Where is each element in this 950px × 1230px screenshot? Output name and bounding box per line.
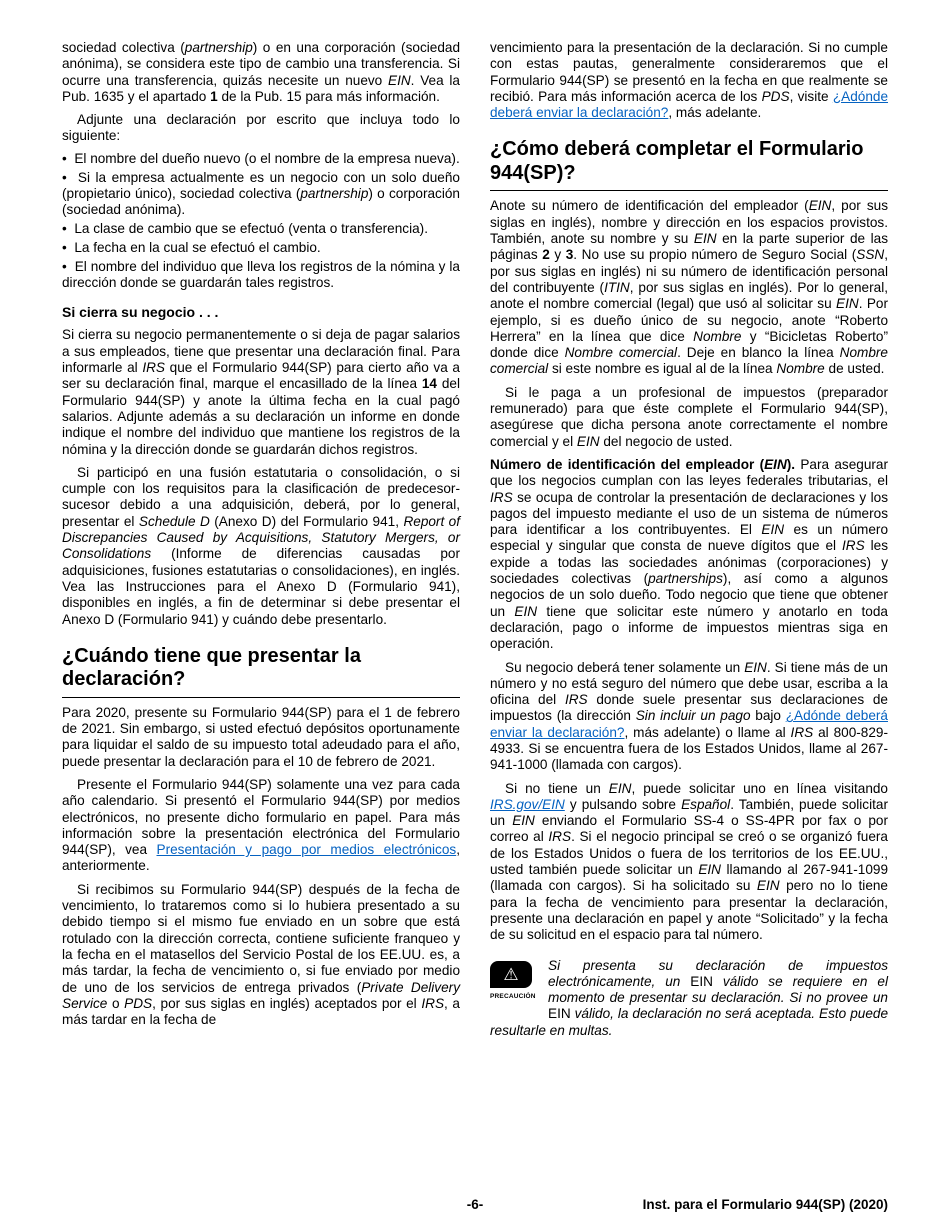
text-run: IRS [564,692,588,708]
text-run: Su negocio deberá tener solamente un [505,659,745,675]
text-run: 2 [542,247,550,263]
text-run: ITIN [604,279,630,295]
bullet-item [62,221,460,237]
text-run: Sin incluir un pago [635,708,751,724]
text-run: si este nombre es igual al de la línea [548,361,777,377]
bullet-item [62,170,460,219]
paragraph [62,112,460,145]
text-run: PDS [124,995,153,1011]
text-run: EIN [808,198,832,214]
text-run: EIN [608,780,632,796]
text-run: (Anexo D) del Formulario 941, [209,513,404,529]
bullet-item [62,151,460,167]
inline-link[interactable]: ¿Adónde deberá enviar la declaración? [490,88,889,121]
text-run: Schedule D [138,513,210,529]
sub-heading: Si cierra su negocio . . . [62,304,219,321]
paragraph [62,40,460,105]
text-run: ). [786,456,796,472]
text-run: IRS [142,360,165,376]
text-run: La clase de cambio que se efectuó (venta o transferencia). [74,220,428,236]
text-run: Si la empresa actualmente es un negocio con un solo dueño (propietario único), sociedad colectiva ( [62,169,460,201]
bullet-item [62,240,460,256]
text-run: Adjunte una declaración por escrito que incluya todo lo siguiente: [62,112,460,144]
caution-text [490,958,888,1039]
text-run: y pulsando sobre [564,796,682,812]
text-run: Si participó en una fusión estatutaria o consolidación, o si cumple con los requisitos para la clasificación de predecesor-sucesor debido a una adquisición, deberá, por lo general, presentar el [62,464,460,529]
text-run: PDS [761,88,790,104]
text-run: partnerships [648,571,723,587]
text-run: Presente el Formulario 944(SP) solamente una vez para cada año calendario. Si presentó el Formulario 944(SP) por medios electrónicos, no presente dicho formulario en papel. Para más información sobre la presentación electrónica del Formulario 944(SP), vea [62,776,460,858]
text-run: válido se requiere en el momento de presentar su declaración. Si no provee un [548,973,888,1006]
text-run: El nombre del dueño nuevo (o el nombre de la empresa nueva). [74,150,460,166]
text-run: SSN [856,247,885,263]
text-run: (Informe de diferencias causadas por adquisiciones, fusiones estatutarias o consolidaciones), en inglés. Vea las Instrucciones para el Anexo D (Formulario 941), disponibles en inglés, a fin de determinar si debe presentar el Anexo D (Formulario 941) y cuándo debe presentarlo. [62,546,460,627]
text-run: Para asegurar que los negocios cumplan con las leyes federales tributarias, el [490,456,888,489]
text-run: que el Formulario 944(SP) para cierto año va a ser su declaración final, marque el encasillado de la línea [62,360,460,392]
text-run: IRS [490,489,513,505]
text-run: EIN [548,1006,571,1022]
text-run: Español [681,796,731,812]
footer-doc-title: Inst. para el Formulario 944(SP) (2020) [642,1197,888,1212]
text-run: ) o corporación (sociedad anónima). [62,185,460,218]
caution-note [490,958,888,1039]
text-run: , a más tardar en la fecha de [62,995,460,1028]
paragraph [490,385,888,450]
text-run: El nombre del individuo que lleva los registros de la nómina y la dirección donde se guardarán tales registros. [62,258,460,290]
text-run: IRS [842,538,865,554]
paragraph [490,660,888,774]
text-run: Si recibimos su Formulario 944(SP) después de la fecha de vencimiento, lo trataremos como si lo hubiera presentado a su debido tiempo si el mismo fue enviado en un sobre que está rotulado con la dirección correcta, contiene suficiente franqueo y la fecha en el matasellos del Servicio Postal de los EE.UU. es, a más tardar, la fecha de vencimiento o, si fue enviado por medio de uno de los servicios de entrega privados ( [62,881,460,995]
text-run: en la parte superior de las páginas [490,231,888,263]
text-run: Report of Discrepancies Caused by Acquisitions, Statutory Mergers, or Consolidations [62,513,461,562]
text-run: Si presenta su declaración de impuestos electrónicamente, un [548,957,888,989]
text-run: tiene que solicitar este número y anotarlo en toda declaración, pago o informe de impuestos mientras siga en operación. [490,603,888,652]
paragraph [62,327,460,457]
text-run: ) o en una corporación (sociedad anónima), se considera este tipo de cambio una transferencia. Si ocurre una transferencia, quizás necesite un nuevo [62,40,460,88]
text-run: IRS [548,829,572,845]
bullet-list [62,151,460,291]
text-run: Nombre comercial [564,345,678,361]
text-run: EIN [764,456,787,472]
paragraph [490,198,888,377]
text-run: pero no lo tiene para la fecha de vencimiento para presentar la declaración, presente una declaración en papel y anote “Solicitado” y la fecha de su solicitud en el espacio para tal número. [490,878,888,943]
text-run: Private Delivery Service [62,979,460,1011]
text-run: Si no tiene un [505,780,609,796]
text-run: EIN [576,433,600,449]
text-run: . Deje en blanco la línea [677,345,840,361]
text-run: , por sus siglas en inglés) ni su número de identificación personal del contribuyente ( [490,247,888,295]
text-run: donde suele presentar sus declaraciones de impuestos (la dirección [490,692,888,724]
text-run: bajo [750,708,786,724]
page-footer [62,1197,888,1215]
text-run: . Por ejemplo, si es dueño único de su negocio, anote “Roberto Herrera” en la línea que dice [490,296,888,344]
paragraph [62,465,460,628]
text-run: . Vea la Pub. 1635 y el apartado [62,72,460,104]
text-run: , visite [789,88,833,104]
text-run: al 800-829-4933. Si se encuentra fuera de los Estados Unidos, llame al 267-941-1000 (llamada con cargos). [490,724,888,773]
text-run: , por sus siglas en inglés), nombre y dirección en los espacios provistos. También, anote su nombre y su [490,198,888,247]
text-run: La fecha en la cual se efectuó el cambio. [74,239,321,255]
paragraph [62,705,460,770]
text-run: , por sus siglas en inglés). Por lo general, anote el nombre comercial (legal) que usó al solicitar su [490,279,888,312]
text-run: Número de identificación del empleador ( [490,456,765,472]
paragraph [62,777,460,875]
text-run: , puede solicitar uno en línea visitando [631,780,888,796]
text-run: 3 [565,247,574,263]
text-run: enviando el Formulario SS-4 o SS-4PR por fax o por correo al [490,813,888,845]
caution-label: PRECAUCIÓN [490,993,536,1001]
text-run: Nombre comercial [490,345,888,377]
text-run: IRS [790,724,814,740]
text-run: EIN [698,862,721,878]
text-run: , anteriormente. [62,842,460,874]
paragraph [62,882,460,1029]
left-column [62,40,460,1039]
section-heading: ¿Cuándo tiene que presentar la declaración? [62,645,460,698]
text-run: EIN [514,603,538,619]
text-run: del negocio de usted. [599,433,733,449]
text-run: EIN [693,231,717,247]
caution-icon [490,961,540,1006]
right-column [490,40,888,1039]
text-run: y “Bicicletas Roberto” donde dice [490,328,888,361]
text-run: es un número especial y singular que consta de nueve dígitos que el [490,522,888,554]
text-run: Para 2020, presente su Formulario 944(SP) para el 1 de febrero de 2021. Sin embargo, si usted efectuó depósitos oportunamente para liquidar el saldo de su impuesto total adeudado para el año, puede presentar la declaración para el 10 de febrero de 2021. [62,704,460,769]
text-run: EIN [836,296,859,312]
text-run: de la Pub. 15 para más información. [217,88,440,104]
text-run: EIN [388,72,411,88]
text-run: Nombre [776,361,825,377]
text-run: Si le paga a un profesional de impuestos (preparador remunerado) para que éste complete el Formulario 944(SP), asegúrese que dicha persona anote correctamente el nombre comercial y el [490,384,888,449]
text-run: EIN [512,813,535,829]
content-columns [62,40,888,1039]
page-number: -6- [466,1197,484,1212]
text-run: , más adelante. [668,105,762,121]
text-run: Si cierra su negocio permanentemente o si deja de pagar salarios a sus empleados, tiene que presentar una declaración final. Para informarle al [62,327,460,376]
text-run: . Si el negocio principal se creó o se organizó fuera de los Estados Unidos o fuera de los territorios de los EE.UU., usted también puede solicitar un [490,829,888,878]
text-run: . No use su propio número de Seguro Social ( [573,247,857,263]
inline-link[interactable]: Presentación y pago por medios electrónicos [156,842,457,858]
text-run: Nombre [693,328,742,344]
bullet-item [62,259,460,292]
text-run: EIN [690,973,713,989]
text-run: llamando al 267-941-1099 (llamada con cargos). Si ha solicitado su [490,862,889,894]
text-run: les expide a todas las sociedades anónimas (corporaciones) y sociedades colectivas ( [490,538,889,587]
text-run: EIN [761,522,785,538]
warning-triangle-icon: ⚠ [490,961,532,988]
text-run: vencimiento para la presentación de la declaración. Si no cumple con estas pautas, generalmente consideraremos que el Formulario 944(SP) se presentó en la fecha en que realmente se recibió. Para más información acerca de los [490,40,888,104]
text-run: ), así como a algunos negocios de un solo dueño. Todo negocio que tiene que obtener un [490,571,889,619]
text-run: partnership [300,185,369,201]
text-run: válido, la declaración no será aceptada. Esto puede resultarle en multas. [490,1006,888,1038]
text-run: y [549,247,566,263]
text-run: se ocupa de controlar la presentación de declaraciones y los pagos del impuesto mediante el uso de un sistema de números para identificar a los contribuyentes. El [490,489,888,538]
text-run: sociedad colectiva ( [62,40,185,55]
text-run: o [107,995,125,1011]
text-run: partnership [184,40,253,55]
inline-link[interactable]: ¿Adónde deberá enviar la declaración? [490,708,888,740]
section-heading: ¿Cómo deberá completar el Formulario 944(SP)? [490,138,888,191]
text-run: EIN [756,878,780,894]
text-run: . Si tiene más de un número y no está seguro del número que debe usar, escriba a la oficina del [490,659,888,708]
text-run: . También, puede solicitar un [490,796,888,829]
text-run: del Formulario 944(SP) y anote la última fecha en la cual pagó salarios. Adjunte además a su declaración un informe en donde indique el nombre del individuo que mantiene los registros de la nómina y la dirección donde se guardarán dichos registros. [62,376,460,457]
paragraph [490,40,888,121]
paragraph [490,781,888,944]
text-run: , por sus siglas en inglés) aceptados por el [152,995,422,1011]
text-run: , más adelante) o llame al [624,724,791,740]
text-run: EIN [744,659,767,675]
text-run: 1 [210,88,218,104]
text-run: Anote su número de identificación del empleador ( [490,198,809,214]
text-run: 14 [421,376,437,392]
text-run: de usted. [824,361,885,377]
text-run: IRS [421,995,445,1011]
paragraph [490,457,888,653]
inline-link[interactable]: IRS.gov/EIN [490,796,565,812]
